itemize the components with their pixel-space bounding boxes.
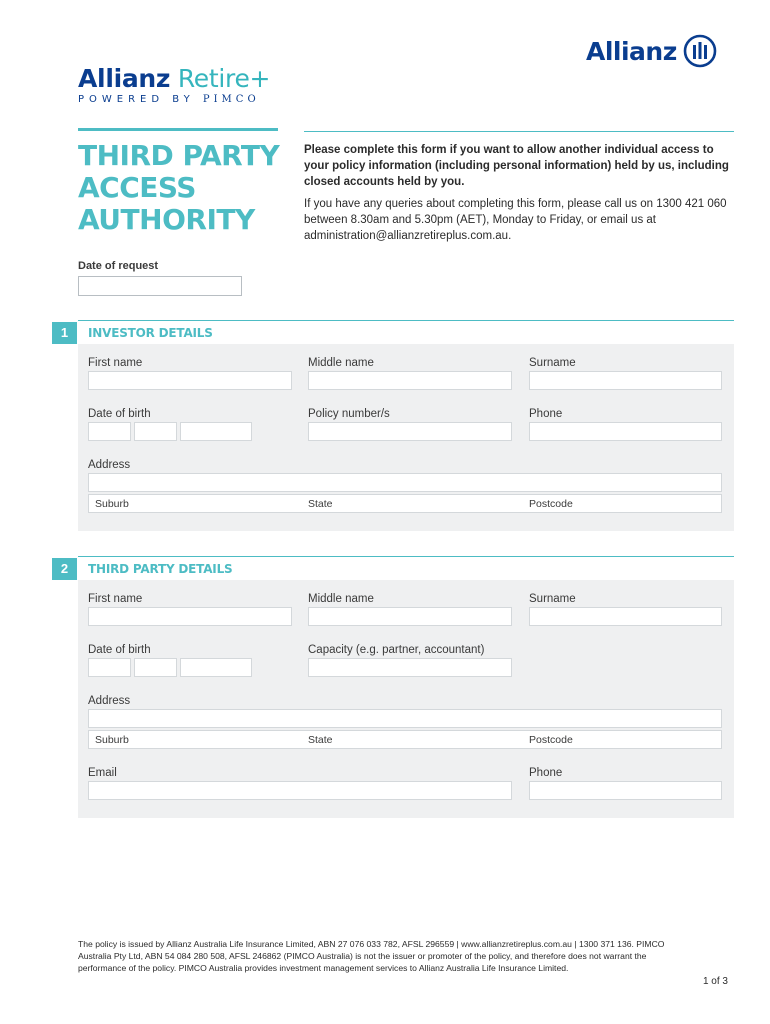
s2-suburb-label: Suburb	[95, 734, 129, 746]
brand-name-retire: Retire+	[177, 64, 271, 93]
s2-email-label: Email	[88, 767, 117, 779]
s2-middle-name-field[interactable]	[308, 607, 512, 626]
s1-surname-field[interactable]	[529, 371, 722, 390]
section1-rule	[78, 320, 734, 321]
section1-number: 1	[52, 322, 77, 344]
s2-capacity-field[interactable]	[308, 658, 512, 677]
page-title-line1: THIRD PARTY	[78, 139, 280, 172]
s2-first-name-field[interactable]	[88, 607, 292, 626]
s1-dob-month-field[interactable]	[134, 422, 177, 441]
s1-state-label: State	[308, 498, 333, 510]
s1-dob-label: Date of birth	[88, 408, 151, 420]
s1-first-name-field[interactable]	[88, 371, 292, 390]
s2-state-label: State	[308, 734, 333, 746]
allianz-eagle-icon	[683, 34, 717, 68]
s1-dob-year-field[interactable]	[180, 422, 252, 441]
section1-title: INVESTOR DETAILS	[88, 326, 213, 340]
intro-text	[304, 142, 734, 244]
s2-dob-day-field[interactable]	[88, 658, 131, 677]
s2-dob-year-field[interactable]	[180, 658, 252, 677]
section2-rule	[78, 556, 734, 557]
intro-contact: If you have any queries about completing this form, please call us on 1300 421 060 between 8.30am and 5.30pm (AET), Monday to Friday, or email us at administration@allianzretireplus.com.au.	[304, 198, 727, 242]
s2-surname-label: Surname	[529, 593, 576, 605]
section2-number: 2	[52, 558, 77, 580]
intro-instructions: Please complete this form if you want to allow another individual access to your policy information (including personal information) held by us, including closed accounts held by you.	[304, 144, 729, 188]
page-title-line2: ACCESS	[78, 171, 196, 204]
allianz-logo-text: Allianz	[586, 36, 677, 66]
s2-first-name-label: First name	[88, 593, 143, 605]
s1-suburb-label: Suburb	[95, 498, 129, 510]
s1-middle-name-field[interactable]	[308, 371, 512, 390]
intro-rule	[304, 131, 734, 132]
s2-phone-field[interactable]	[529, 781, 722, 800]
date-of-request-field[interactable]	[78, 276, 242, 296]
footer-disclaimer: The policy is issued by Allianz Australia Life Insurance Limited, ABN 27 076 033 782, AFSL 296559 | www.allianzretireplus.com.au | 1300 371 136. PIMCO Australia Pty Ltd, ABN 54 084 280 508, AFSL 246862 (PIMCO Australia) is not the issuer or promoter of the policy, and therefore does not warrant the performance of the policy. PIMCO Australia provides investment management services to Allianz Australia Life Insurance Limited.	[78, 939, 665, 973]
allianz-logo	[586, 34, 717, 68]
page-title-line3: AUTHORITY	[78, 203, 255, 236]
s2-suburb-row-field[interactable]	[88, 730, 722, 749]
s2-dob-month-field[interactable]	[134, 658, 177, 677]
s2-email-field[interactable]	[88, 781, 512, 800]
s1-middle-name-label: Middle name	[308, 357, 374, 369]
s2-postcode-label: Postcode	[529, 734, 573, 746]
s2-address-label: Address	[88, 695, 131, 707]
date-of-request-label: Date of request	[78, 260, 159, 272]
section2-title: THIRD PARTY DETAILS	[88, 562, 233, 576]
s1-address-label: Address	[88, 459, 131, 471]
s1-dob-day-field[interactable]	[88, 422, 131, 441]
s1-address-field[interactable]	[88, 473, 722, 492]
brand-powered-by: POWERED BY	[78, 94, 195, 105]
s2-dob-label: Date of birth	[88, 644, 151, 656]
brand-name-allianz: Allianz	[78, 64, 171, 93]
s1-phone-label: Phone	[529, 408, 563, 420]
s2-capacity-label: Capacity (e.g. partner, accountant)	[308, 644, 485, 656]
page-number: 1 of 3	[702, 976, 728, 987]
s2-address-field[interactable]	[88, 709, 722, 728]
s2-middle-name-label: Middle name	[308, 593, 374, 605]
brand-logo	[78, 64, 270, 105]
title-rule	[78, 128, 278, 131]
s1-surname-label: Surname	[529, 357, 576, 369]
s1-suburb-row-field[interactable]	[88, 494, 722, 513]
s1-first-name-label: First name	[88, 357, 143, 369]
s1-postcode-label: Postcode	[529, 498, 573, 510]
s2-surname-field[interactable]	[529, 607, 722, 626]
page-title	[78, 140, 279, 236]
s2-phone-label: Phone	[529, 767, 563, 779]
s1-policy-number-field[interactable]	[308, 422, 512, 441]
brand-pimco: PIMCO	[202, 94, 260, 105]
s1-phone-field[interactable]	[529, 422, 722, 441]
s1-policy-number-label: Policy number/s	[308, 408, 390, 420]
